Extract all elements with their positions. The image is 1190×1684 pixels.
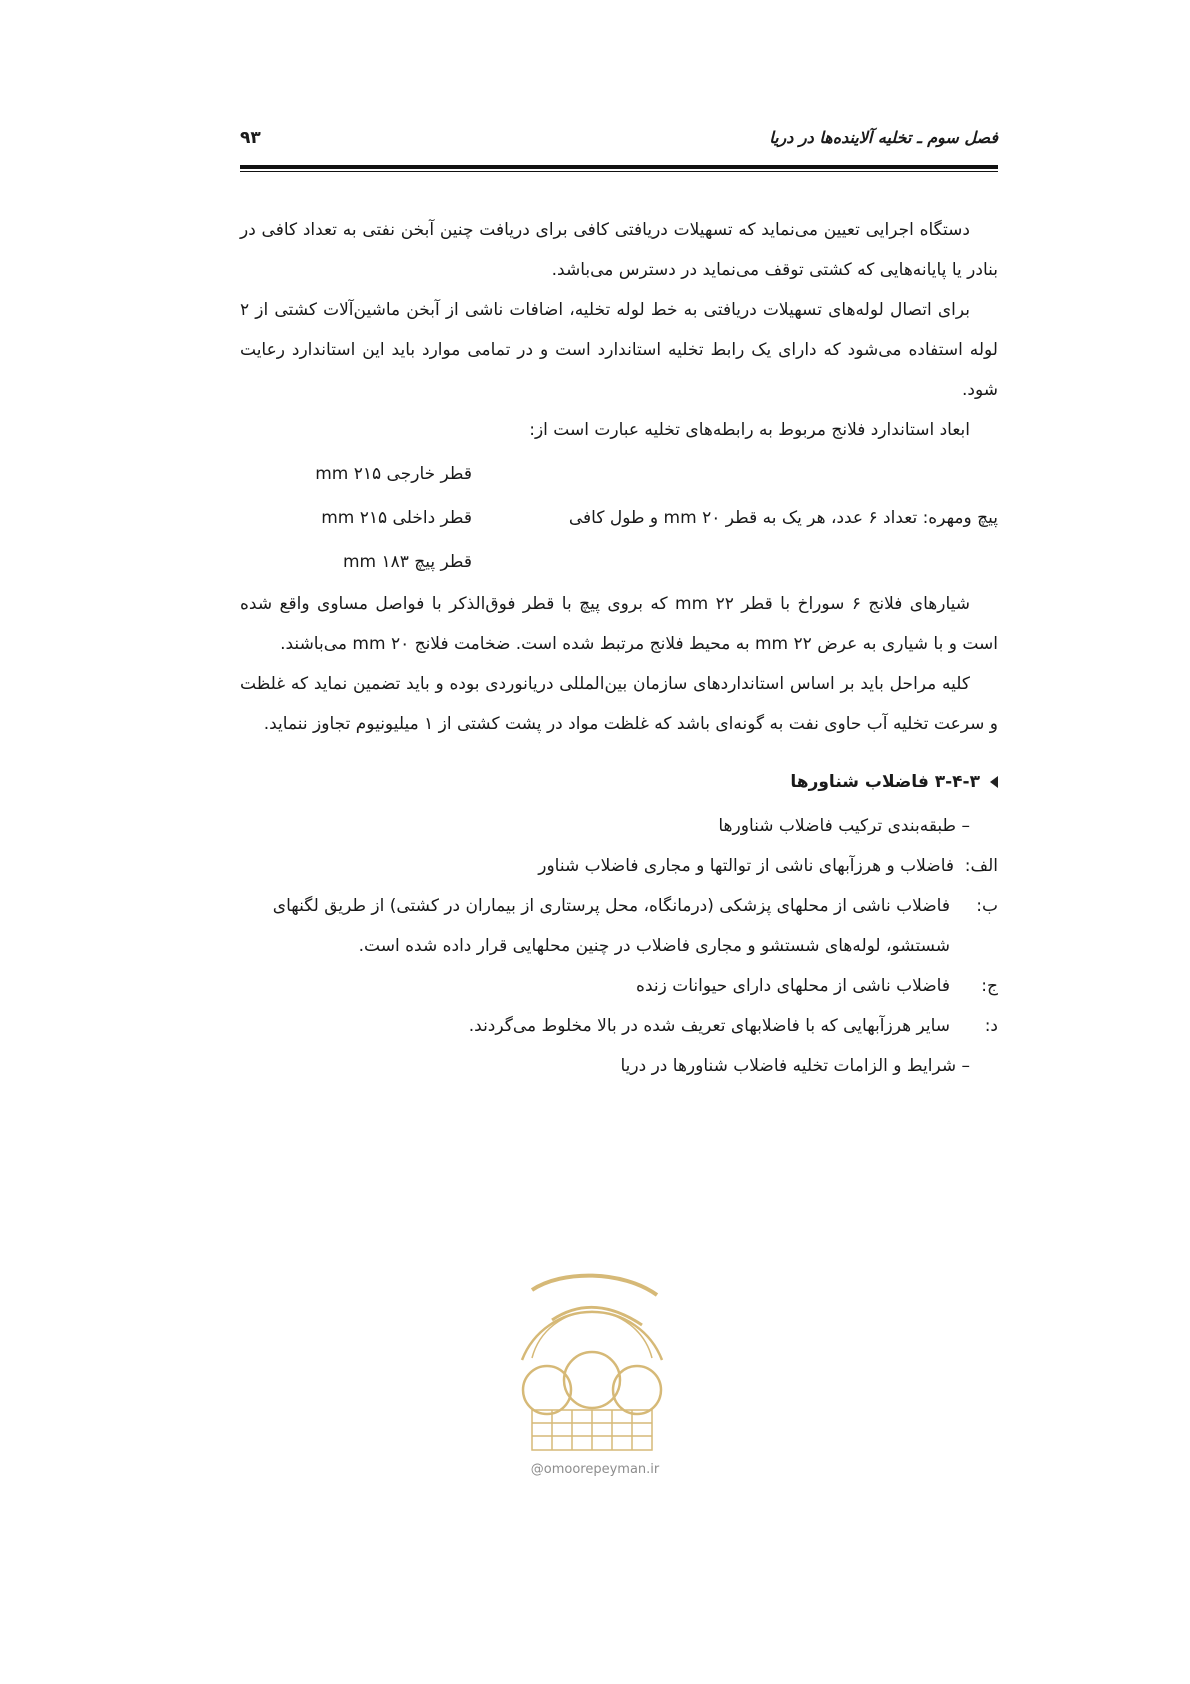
list-item <box>240 966 998 1006</box>
list-item-text: سایر هرزآبهایی که با فاضلابهای تعریف شده در بالا مخلوط می‌گردند. <box>468 1016 950 1036</box>
triangle-bullet-icon <box>990 776 998 788</box>
paragraph: شیارهای فلانج ۶ سوراخ با قطر ۲۲ mm که بروی پیچ با قطر فوق‌الذکر با فواصل مساوی واقع شده است و با شیاری به عرض ۲۲ mm به محیط فلانج مرتبط شده است. ضخامت فلانج ۲۰ mm می‌باشند. <box>240 594 998 654</box>
list-dash-item: – طبقه‌بندی ترکیب فاضلاب شناورها <box>718 816 970 836</box>
list-item-text: فاضلاب ناشی از محلهای پزشکی (درمانگاه، محل پرستاری از بیماران در کشتی) از طریق لگنهای شستشو، لوله‌های شستشو و مجاری فاضلاب در چنین محلهایی قرار داده شده است. <box>272 896 950 956</box>
list-dash-item: – شرایط و الزامات تخلیه فاضلاب شناورها در دریا <box>620 1056 970 1076</box>
section-title: ۳-۴-۳ فاضلاب شناورها <box>790 772 980 792</box>
inner-diameter: قطر داخلی ۲۱۵ mm <box>321 508 472 528</box>
list-item-text: فاضلاب و هرزآبهای ناشی از توالتها و مجاری فاضلاب شناور <box>538 856 954 876</box>
list-item-label: ب: <box>976 896 998 916</box>
sewage-list <box>240 806 998 1086</box>
section-heading <box>240 762 998 802</box>
list-item <box>240 886 998 966</box>
page-body <box>240 210 998 1086</box>
header-rule-thick <box>240 165 998 169</box>
watermark-logo-icon <box>492 1250 692 1460</box>
chapter-title: فصل سوم ـ تخلیه آلاینده‌ها در دریا <box>769 128 998 147</box>
bolt-circle: قطر پیچ ۱۸۳ mm <box>342 552 472 572</box>
list-item-label: ج: <box>981 976 998 996</box>
paragraph: برای اتصال لوله‌های تسهیلات دریافتی به خط لوله تخلیه، اضافات ناشی از آبخن ماشین‌آلات کشتی از ۲ لوله استفاده می‌شود که دارای یک رابط تخلیه استاندارد است و در تمامی موارد باید این استاندارد رعایت شود. <box>240 300 998 400</box>
list-item <box>240 846 998 886</box>
bolt-spec: پیچ ومهره: تعداد ۶ عدد، هر یک به قطر ۲۰ mm و طول کافی <box>568 508 998 528</box>
flange-specs <box>240 452 998 584</box>
header-rule-thin <box>240 171 998 172</box>
paragraph: کلیه مراحل باید بر اساس استانداردهای سازمان بین‌المللی دریانوردی بوده و باید تضمین نماید که غلظت و سرعت تخلیه آب حاوی نفت به گونه‌ای باشد که غلظت مواد در پشت کشتی از ۱ میلیونیوم تجاوز ننماید. <box>240 674 998 734</box>
page-number: ۹۳ <box>240 128 261 148</box>
list-item-label: د: <box>984 1016 998 1036</box>
page-header <box>240 128 998 162</box>
list-item <box>240 1006 998 1046</box>
paragraph: دستگاه اجرایی تعیین می‌نماید که تسهیلات دریافتی کافی برای دریافت چنین آبخن نفتی به تعداد کافی در بنادر یا پایانه‌هایی که کشتی توقف می‌نماید در دسترس می‌باشد. <box>240 220 998 280</box>
list-item-text: فاضلاب ناشی از محلهای دارای حیوانات زنده <box>636 976 950 996</box>
outer-diameter: قطر خارجی ۲۱۵ mm <box>315 464 472 484</box>
paragraph: ابعاد استاندارد فلانج مربوط به رابطه‌های تخلیه عبارت است از: <box>529 420 970 440</box>
list-item-label: الف: <box>964 856 998 876</box>
diameter-list <box>292 452 472 584</box>
watermark-site: @omoorepeyman.ir <box>530 1462 660 1477</box>
